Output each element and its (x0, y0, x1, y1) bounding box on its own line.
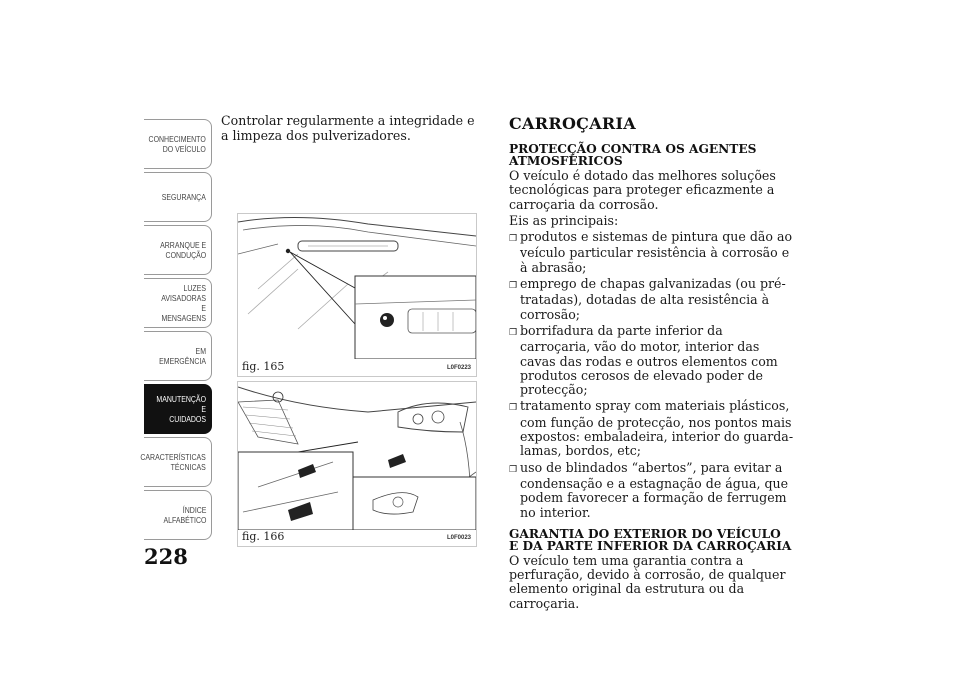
checkbox-bullet-icon: ❒ (509, 403, 518, 414)
list-item (509, 324, 794, 397)
tab-manutencao-e-cuidados[interactable] (144, 384, 212, 434)
paragraph: O veículo é dotado das melhores soluções tecnológicas para proteger eficazmente a carroçaria da corrosão. (509, 168, 776, 212)
subsection-heading-protection: PROTECÇÃO CONTRA OS AGENTES ATMOSFÉRICOS (509, 142, 757, 168)
list-item (509, 277, 794, 322)
front-headlamp-illustration (238, 382, 476, 530)
figure-166 (237, 381, 477, 547)
section-title: CARROÇARIA (509, 114, 637, 133)
tab-indice-alfabetico[interactable] (144, 490, 212, 540)
page-number: 228 (144, 544, 188, 569)
list-item-text: borrifadura da parte inferior da carroçaria, vão do motor, interior das cavas das rodas e outros elementos com produtos cerosos de elevado poder de protecção; (520, 322, 778, 398)
left-column (221, 113, 486, 143)
list-item-text: tratamento spray com materiais plásticos, com função de protecção, nos pontos mais expostos: embaladeira, interior do guarda-lamas, bordos, etc; (520, 398, 794, 459)
checkbox-bullet-icon: ❒ (509, 464, 518, 475)
tab-em-emergencia[interactable] (144, 331, 212, 381)
tab-label: ARRANQUE E CONDUÇÃO (159, 240, 206, 260)
figure-code: L0F0223 (446, 365, 471, 371)
checkbox-bullet-icon: ❒ (509, 327, 518, 338)
list-item-text: produtos e sistemas de pintura que dão ao veículo particular resistência à corrosão e à abrasão; (520, 229, 793, 275)
list-item-text: emprego de chapas galvanizadas (ou pré-tratadas), dotadas de alta resistência à corrosão; (520, 276, 786, 322)
tab-luzes-avisadoras[interactable] (144, 278, 212, 328)
tab-arranque-e-conducao[interactable] (144, 225, 212, 275)
checkbox-bullet-icon: ❒ (509, 281, 518, 292)
tab-label: CONHECIMENTO DO VEÍCULO (148, 134, 206, 154)
tab-label: LUZES AVISADORAS E MENSAGENS (161, 283, 206, 323)
tab-label: EM EMERGÊNCIA (159, 346, 206, 366)
tab-label: MANUTENÇÃO E CUIDADOS (156, 394, 206, 424)
list-item-text: uso de blindados “abertos”, para evitar a condensação e a estagnação de água, que podem favorecer a formação de ferrugem no interior. (520, 459, 789, 520)
figure-165 (237, 213, 477, 377)
figure-code: L0F0023 (446, 535, 471, 541)
figure-caption: fig. 165 (242, 360, 285, 373)
paragraph: Eis as principais: (509, 212, 619, 228)
figure-caption: fig. 166 (242, 530, 285, 543)
list-item (509, 461, 794, 520)
right-column (509, 113, 794, 613)
rear-washer-illustration (238, 214, 476, 359)
paragraph: O veículo tem uma garantia contra a perfuração, devido à corrosão, de qualquer elemento original da estrutura ou da carroçaria. (509, 552, 786, 611)
bullet-list (509, 230, 794, 520)
tab-label: SEGURANÇA (161, 192, 206, 202)
tab-label: ÍNDICE ALFABÉTICO (163, 505, 206, 525)
tab-label: CARACTERÍSTICAS TÉCNICAS (140, 452, 206, 472)
tab-caracteristicas-tecnicas[interactable] (140, 437, 212, 487)
tab-seguranca[interactable] (144, 172, 212, 222)
tab-conhecimento-do-veiculo[interactable] (144, 119, 212, 169)
intro-paragraph: Controlar regularmente a integridade e a limpeza dos pulverizadores. (221, 113, 475, 143)
list-item (509, 399, 794, 458)
checkbox-bullet-icon: ❒ (509, 234, 518, 245)
list-item (509, 230, 794, 275)
subsection-heading-warranty: GARANTIA DO EXTERIOR DO VEÍCULO E DA PARTE INFERIOR DA CARROÇARIA (509, 526, 792, 553)
